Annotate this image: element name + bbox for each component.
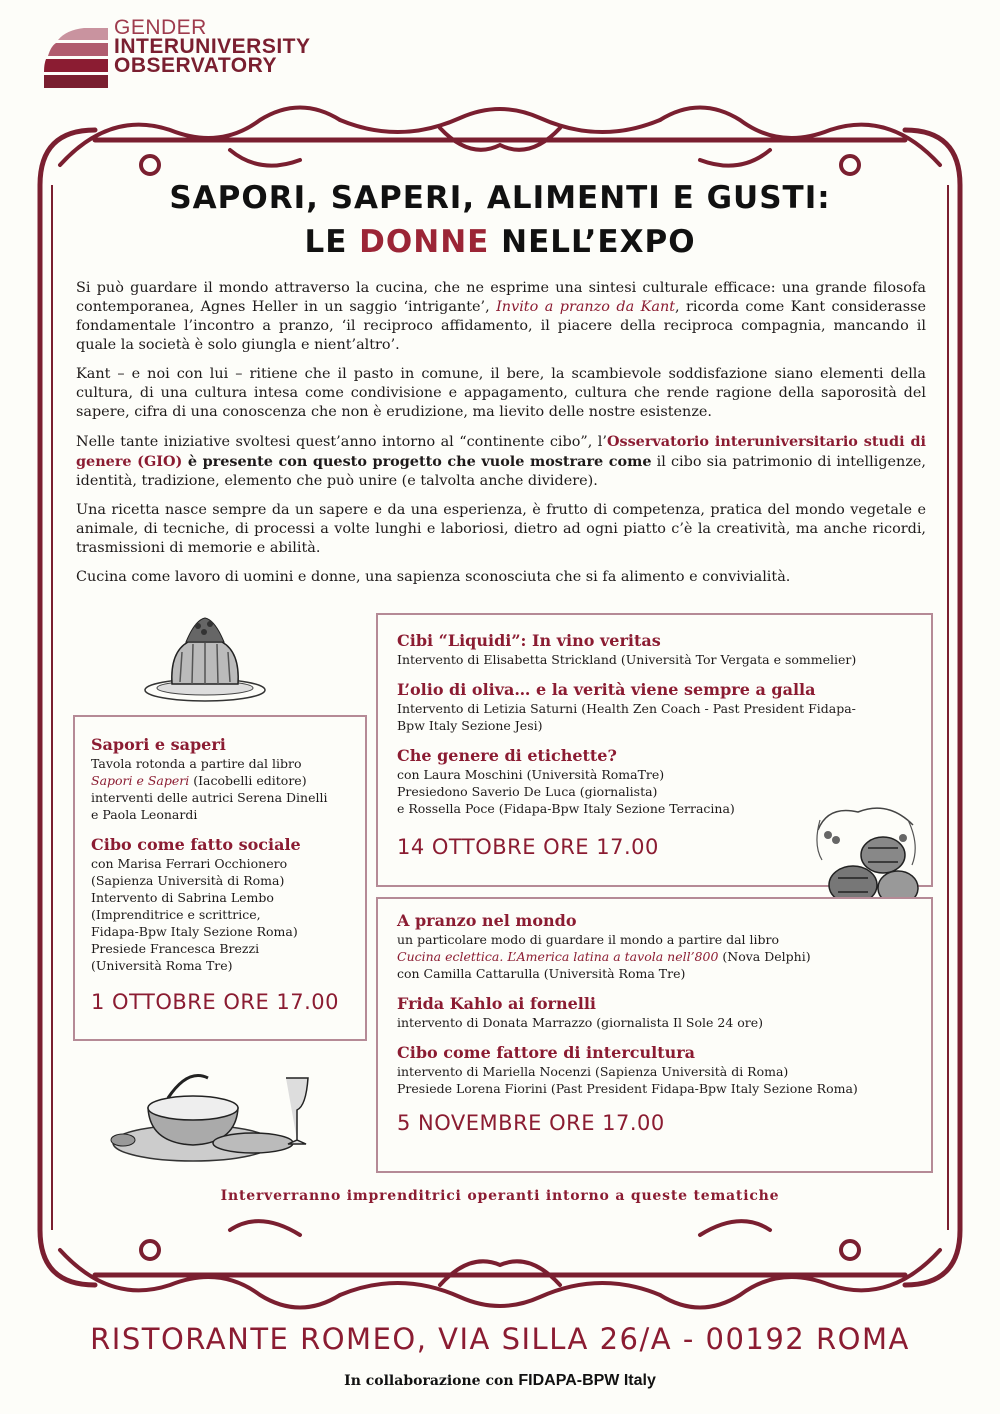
intro-p3-text-cont: il cibo sia patrimonio di intelligenze, identità, tradizione, elemento che può unire (e talvolta anche dividere). xyxy=(76,454,927,489)
event-line: Presiedono Saverio De Luca (giornalista) xyxy=(397,784,658,799)
collab-pre: In collaborazione con xyxy=(344,1373,519,1389)
event-line: e Paola Leonardi xyxy=(91,807,198,822)
logo-line-interuniversity: INTERUNIVERSITY xyxy=(114,35,311,58)
event-title: Sapori e saperi xyxy=(91,735,226,754)
intro-p3-bold: è presente con questo progetto che vuole mostrare come xyxy=(182,453,652,470)
event-line: Intervento di Elisabetta Strickland (Università Tor Vergata e sommelier) xyxy=(397,652,857,667)
event-line: con Marisa Ferrari Occhionero xyxy=(91,856,288,871)
event-line: un particolare modo di guardare il mondo a partire dal libro xyxy=(397,932,780,947)
event-line xyxy=(397,948,922,965)
intro-paragraph-4: Una ricetta nasce sempre da un sapere e da una esperienza, è frutto di competenza, pratica del mondo vegetale e animale, di tecniche, di processi a volte lunghi e laboriosi, dietro ad ogni piatto c’è la creatività, ma anche ricordi, trasmissioni di memorie e abilità. xyxy=(76,502,926,556)
event-book-title: Cucina eclettica. L’America latina a tavola nell’800 xyxy=(397,949,719,964)
event-line: Presiede Francesca Brezzi xyxy=(91,941,260,956)
title-line-2-pre: LE xyxy=(304,224,360,260)
intro-paragraph-2: Kant – e noi con lui – ritiene che il pasto in comune, il bere, la scambievole soddisfazione siano elementi della cultura, di una cultura intesa come condivisione e appagamento, cultura che rende ragione della saporosità del sapere, cifra di una conoscenza che non è erudizione, ma lievito delle nostre esistenze. xyxy=(76,366,926,420)
intro-paragraph-5: Cucina come lavoro di uomini e donne, una sapienza sconosciuta che si fa alimento e convivialità. xyxy=(76,569,791,585)
event-line: Bpw Italy Sezione Jesi) xyxy=(397,718,543,733)
intro-p1-text-cont: , ricorda come Kant considerasse fondamentale l’incontro a pranzo, ‘il reciproco affidamento, il piacere della reciproca compagnia, mancando il quale la società è solo giungla e nient’altro’. xyxy=(76,299,927,353)
intro-p3-text: Nelle tante iniziative svoltesi quest’anno intorno al “continente cibo”, l’ xyxy=(76,434,607,450)
event-line: con Camilla Cattarulla (Università Roma Tre) xyxy=(397,966,686,981)
intro-p1-book: Invito a pranzo da Kant xyxy=(496,299,676,315)
event-frida-kahlo xyxy=(397,994,922,1031)
event-title: L’olio di oliva… e la verità viene sempre a galla xyxy=(397,680,816,699)
intro-text xyxy=(76,279,926,597)
event-title: Cibi “Liquidi”: In vino veritas xyxy=(397,631,661,650)
event-title: Che genere di etichette? xyxy=(397,746,617,765)
intro-p1-text: Si può guardare il mondo attraverso la cucina, che ne esprime una sintesi culturale efficace: una grande filosofa contemporanea, Agnes Heller in un saggio ‘intrigante’, xyxy=(76,280,926,315)
event-title: Cibo come fatto sociale xyxy=(91,835,301,854)
event-date: 1 OTTOBRE ORE 17.00 xyxy=(91,990,340,1014)
barrels-illustration xyxy=(808,800,926,910)
event-line: Intervento di Letizia Saturni (Health Zen Coach - Past President Fidapa- xyxy=(397,701,856,716)
event-line-cont: (Iacobelli editore) xyxy=(189,773,307,788)
event-date: 14 OTTOBRE ORE 17.00 xyxy=(397,835,659,859)
event-cibo-come-fatto-sociale xyxy=(91,835,356,974)
event-book-title: Sapori e Saperi xyxy=(91,773,190,788)
intro-p3-org: Osservatorio interuniversitario studi di genere (GIO) xyxy=(76,433,926,470)
collab-org: FIDAPA-BPW Italy xyxy=(518,1372,656,1389)
event-line: (Sapienza Università di Roma) xyxy=(91,873,285,888)
event-line: (Imprenditrice e scrittrice, xyxy=(91,907,261,922)
event-title: A pranzo nel mondo xyxy=(397,911,577,930)
event-line-cont: (Nova Delphi) xyxy=(718,949,811,964)
event-a-pranzo-nel-mondo xyxy=(397,911,922,982)
event-date: 5 NOVEMBRE ORE 17.00 xyxy=(397,1111,665,1135)
intro-paragraph-3 xyxy=(76,432,926,491)
logo-mark-icon xyxy=(44,26,108,90)
event-sapori-e-saperi xyxy=(91,735,356,823)
title-line-2-post: NELL’EXPO xyxy=(489,224,696,260)
event-in-vino-veritas xyxy=(397,631,917,668)
event-line: Presiede Lorena Fiorini (Past President Fidapa-Bpw Italy Sezione Roma) xyxy=(397,1081,858,1096)
speakers-note: Interverranno imprenditrici operanti intorno a queste tematiche xyxy=(220,1188,780,1204)
logo-line-observatory: OBSERVATORY xyxy=(114,54,278,77)
event-line xyxy=(91,772,356,789)
event-line: intervento di Mariella Nocenzi (Sapienza Università di Roma) xyxy=(397,1064,789,1079)
gio-logo xyxy=(44,18,364,90)
collaboration-credit xyxy=(0,1372,1000,1390)
event-line: interventi delle autrici Serena Dinelli xyxy=(91,790,328,805)
event-line: Fidapa-Bpw Italy Sezione Roma) xyxy=(91,924,298,939)
event-box-november-5 xyxy=(376,897,933,1173)
event-box-october-1 xyxy=(73,715,367,1041)
event-line: Intervento di Sabrina Lembo xyxy=(91,890,274,905)
title-line-1: SAPORI, SAPERI, ALIMENTI E GUSTI: xyxy=(169,180,831,216)
event-line: Tavola rotonda a partire dal libro xyxy=(91,756,302,771)
tableware-illustration xyxy=(108,1048,336,1170)
event-line: e Rossella Poce (Fidapa-Bpw Italy Sezione Terracina) xyxy=(397,801,735,816)
event-line: intervento di Donata Marrazzo (giornalista Il Sole 24 ore) xyxy=(397,1015,764,1030)
event-title: Frida Kahlo ai fornelli xyxy=(397,994,596,1013)
logo-line-gender: GENDER xyxy=(114,16,207,39)
event-title: Cibo come fattore di intercultura xyxy=(397,1043,696,1062)
title-accent-donne: DONNE xyxy=(359,224,490,260)
venue-address: RISTORANTE ROMEO, VIA SILLA 26/A - 00192 ROMA xyxy=(90,1322,910,1356)
title-line-2 xyxy=(0,224,1000,260)
event-line: con Laura Moschini (Università RomaTre) xyxy=(397,767,665,782)
intro-paragraph-1 xyxy=(76,279,926,355)
jelly-mold-illustration xyxy=(140,612,270,704)
event-olio-di-oliva xyxy=(397,680,917,734)
event-line: (Università Roma Tre) xyxy=(91,958,233,973)
event-cibo-intercultura xyxy=(397,1043,922,1097)
